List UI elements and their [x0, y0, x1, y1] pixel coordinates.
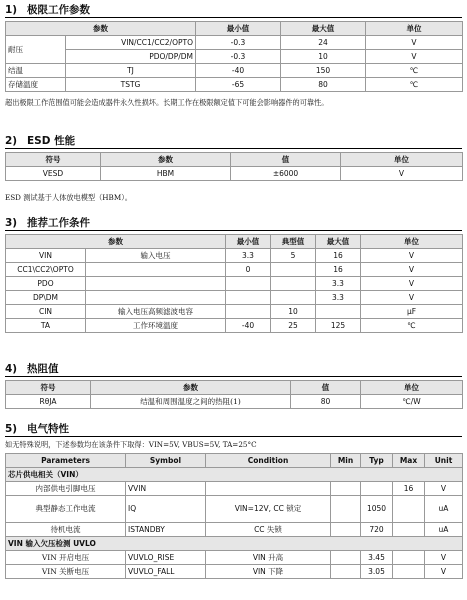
table-cell: V	[425, 565, 463, 579]
table-cell: 16	[316, 263, 361, 277]
table-cell	[316, 305, 361, 319]
table-row	[6, 496, 463, 523]
table-cell: VIN=12V, CC 锁定	[206, 496, 331, 523]
column-header: 单位	[341, 153, 463, 167]
table-cell: VUVLO_RISE	[126, 551, 206, 565]
table-cell: 4)	[5, 363, 18, 375]
table-cell: VVIN	[126, 482, 206, 496]
table-cell: V	[361, 249, 463, 263]
column-header: Parameters	[6, 454, 126, 468]
table-cell: 存储温度	[6, 78, 66, 92]
table-cell	[393, 523, 425, 537]
table-cell: 内部供电引脚电压	[6, 482, 126, 496]
column-header: 最大值	[281, 22, 366, 36]
table-cell: uA	[425, 523, 463, 537]
table-cell: 3.3	[226, 249, 271, 263]
table-cell	[331, 565, 361, 579]
table-cell: VIN 升高	[206, 551, 331, 565]
table-row	[6, 395, 463, 409]
table-cell: 5	[271, 249, 316, 263]
table-cell: VIN 开启电压	[6, 551, 126, 565]
table-row	[6, 167, 463, 181]
table-cell: V	[366, 36, 463, 50]
table-cell	[206, 482, 331, 496]
column-header: 参数	[101, 153, 231, 167]
table-cell: ℃	[361, 319, 463, 333]
column-header: 参数	[6, 235, 226, 249]
table-row	[6, 482, 463, 496]
table-cell	[361, 482, 393, 496]
table-cell	[226, 277, 271, 291]
section-electrical	[5, 422, 462, 579]
section-esd	[5, 134, 462, 204]
table-cell: V	[361, 277, 463, 291]
table-cell: 1050	[361, 496, 393, 523]
electrical-table	[5, 453, 463, 579]
table-cell: 输入电压高频滤波电容	[86, 305, 226, 319]
table-cell: 热阻值	[27, 363, 59, 375]
table-cell	[331, 482, 361, 496]
table-cell: 3)	[5, 217, 18, 229]
table-cell	[393, 565, 425, 579]
table-row	[6, 551, 463, 565]
column-header: Unit	[425, 454, 463, 468]
table-cell: ISTANDBY	[126, 523, 206, 537]
table-cell: ESD 性能	[27, 135, 76, 147]
table-cell: 10	[271, 305, 316, 319]
table-row	[6, 565, 463, 579]
thermal-table	[5, 380, 463, 409]
table-cell: -0.3	[196, 50, 281, 64]
table-cell	[393, 551, 425, 565]
table-row	[6, 36, 463, 50]
table-cell: 3.05	[361, 565, 393, 579]
table-cell: V	[366, 50, 463, 64]
column-header: 最小值	[226, 235, 271, 249]
table-header	[6, 153, 463, 167]
table-cell: 16	[393, 482, 425, 496]
column-header: 单位	[366, 22, 463, 36]
table-cell: 3.3	[316, 277, 361, 291]
table-header	[6, 235, 463, 249]
table-cell: 80	[281, 78, 366, 92]
table-cell: 1)	[5, 4, 18, 16]
group-row	[6, 537, 463, 551]
table-cell	[86, 291, 226, 305]
table-cell: 结温	[6, 64, 66, 78]
column-header: 符号	[6, 381, 91, 395]
table-cell: VIN/CC1/CC2/OPTO	[66, 36, 196, 50]
table-cell	[271, 263, 316, 277]
table-cell: 125	[316, 319, 361, 333]
table-row	[6, 277, 463, 291]
table-row	[6, 249, 463, 263]
table-cell: 0	[226, 263, 271, 277]
table-cell: 输入电压	[86, 249, 226, 263]
section-recommended	[5, 216, 462, 333]
section-absolute-max	[5, 3, 462, 109]
electrical-note: 如无特殊说明，下述参数均在该条件下取得：VIN=5V, VBUS=5V, TA=25°C	[5, 440, 257, 449]
table-cell: 80	[291, 395, 361, 409]
table-cell: V	[425, 551, 463, 565]
table-cell: V	[361, 291, 463, 305]
table-cell: 3.3	[316, 291, 361, 305]
table-cell: V	[341, 167, 463, 181]
table-cell: 10	[281, 50, 366, 64]
group-row	[6, 468, 463, 482]
table-cell: VIN 关断电压	[6, 565, 126, 579]
esd-note: ESD 测试基于人体放电模型（HBM）。	[5, 193, 132, 202]
table-cell: VUVLO_FALL	[126, 565, 206, 579]
column-header: 参数	[91, 381, 291, 395]
section-heading	[5, 3, 462, 18]
column-header: 符号	[6, 153, 101, 167]
table-cell: TSTG	[66, 78, 196, 92]
table-cell: VIN 输入欠压检测 UVLO	[6, 537, 463, 551]
table-cell: 24	[281, 36, 366, 50]
column-header: 参数	[6, 22, 196, 36]
table-row	[6, 64, 463, 78]
section-heading	[5, 134, 462, 149]
table-cell: PDO	[6, 277, 86, 291]
table-cell	[226, 291, 271, 305]
table-cell: TJ	[66, 64, 196, 78]
table-cell	[86, 263, 226, 277]
table-cell: 典型静态工作电流	[6, 496, 126, 523]
table-cell: 16	[316, 249, 361, 263]
table-cell	[271, 291, 316, 305]
column-header: Min	[331, 454, 361, 468]
table-cell: V	[425, 482, 463, 496]
table-cell: VIN 下降	[206, 565, 331, 579]
section-heading	[5, 422, 462, 437]
absolute-max-table	[5, 21, 463, 92]
column-header: Max	[393, 454, 425, 468]
table-cell: CC1\CC2\OPTO	[6, 263, 86, 277]
table-cell: 极限工作参数	[27, 4, 90, 16]
column-header: 值	[291, 381, 361, 395]
section-thermal	[5, 362, 462, 409]
table-cell: ±6000	[231, 167, 341, 181]
table-header	[6, 454, 463, 468]
table-cell: -65	[196, 78, 281, 92]
table-cell: ℃	[366, 64, 463, 78]
esd-table	[5, 152, 463, 181]
table-header	[6, 381, 463, 395]
table-cell: -0.3	[196, 36, 281, 50]
table-cell: VESD	[6, 167, 101, 181]
table-row	[6, 78, 463, 92]
table-row	[6, 523, 463, 537]
column-header: Typ	[361, 454, 393, 468]
table-cell: 720	[361, 523, 393, 537]
table-cell: 待机电流	[6, 523, 126, 537]
table-cell: μF	[361, 305, 463, 319]
table-cell: CC 失锁	[206, 523, 331, 537]
column-header: Condition	[206, 454, 331, 468]
table-cell: VIN	[6, 249, 86, 263]
absolute-max-note: 超出极限工作范围值可能会造成器件永久性损坏。长期工作在极限额定值下可能会影响器件的可靠性。	[5, 98, 329, 107]
table-row	[6, 50, 463, 64]
table-cell: ℃/W	[361, 395, 463, 409]
table-cell: PDO/DP/DM	[66, 50, 196, 64]
table-cell: TA	[6, 319, 86, 333]
table-row	[6, 291, 463, 305]
table-cell: -40	[226, 319, 271, 333]
table-cell	[331, 551, 361, 565]
table-cell: 芯片供电相关（VIN）	[6, 468, 463, 482]
table-cell: 2)	[5, 135, 18, 147]
column-header: 单位	[361, 381, 463, 395]
table-header	[6, 22, 463, 36]
column-header: 最大值	[316, 235, 361, 249]
table-cell	[393, 496, 425, 523]
column-header: 典型值	[271, 235, 316, 249]
column-header: 值	[231, 153, 341, 167]
table-cell: 结温和周围温度之间的热阻(1)	[91, 395, 291, 409]
table-row	[6, 305, 463, 319]
table-cell: ℃	[366, 78, 463, 92]
table-cell: 5)	[5, 423, 18, 435]
table-cell: V	[361, 263, 463, 277]
table-cell: 推荐工作条件	[27, 217, 90, 229]
table-cell	[86, 277, 226, 291]
section-heading	[5, 216, 462, 231]
table-cell: 150	[281, 64, 366, 78]
table-cell: 电气特性	[27, 423, 69, 435]
table-cell: CIN	[6, 305, 86, 319]
table-row	[6, 319, 463, 333]
section-heading	[5, 362, 462, 377]
table-cell: uA	[425, 496, 463, 523]
table-cell: 25	[271, 319, 316, 333]
table-cell: DP\DM	[6, 291, 86, 305]
table-cell	[271, 277, 316, 291]
table-cell	[331, 496, 361, 523]
table-cell: 工作环境温度	[86, 319, 226, 333]
table-cell: 耐压	[6, 36, 66, 64]
table-row	[6, 263, 463, 277]
table-cell: 3.45	[361, 551, 393, 565]
table-cell	[331, 523, 361, 537]
column-header: 单位	[361, 235, 463, 249]
column-header: 最小值	[196, 22, 281, 36]
table-cell	[226, 305, 271, 319]
table-cell: HBM	[101, 167, 231, 181]
table-cell: IQ	[126, 496, 206, 523]
recommended-table	[5, 234, 463, 333]
table-cell: -40	[196, 64, 281, 78]
table-cell: RθJA	[6, 395, 91, 409]
column-header: Symbol	[126, 454, 206, 468]
